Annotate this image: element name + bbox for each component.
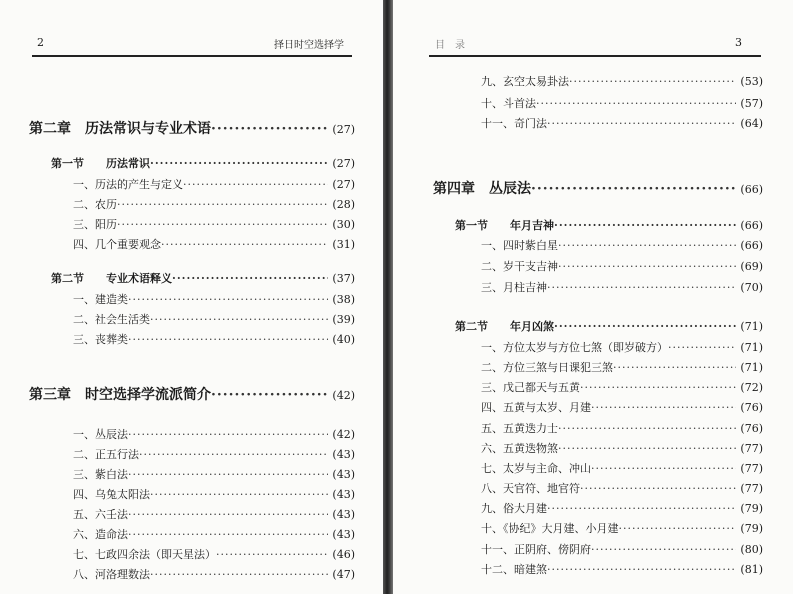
dot-leader xyxy=(139,448,328,461)
right-page xyxy=(393,0,793,594)
toc-entry-page: (71) xyxy=(740,361,763,374)
toc-entry-page: (46) xyxy=(332,548,355,561)
toc-entry-page: (30) xyxy=(332,218,355,231)
toc-entry-title: 二、农历 xyxy=(73,198,117,211)
toc-entry-title: 十一、正阴府、傍阴府 xyxy=(481,543,591,556)
toc-entry-title: 第一节 历法常识 xyxy=(51,157,150,170)
page-number: 2 xyxy=(37,36,44,49)
dot-leader xyxy=(591,462,736,475)
toc-entry-page: (76) xyxy=(740,422,763,435)
toc-entry-page: (71) xyxy=(740,341,763,354)
toc-entry-page: (81) xyxy=(740,563,763,576)
toc-entry-title: 六、五黄迭物煞 xyxy=(481,442,558,455)
toc-item xyxy=(481,440,763,456)
toc-item xyxy=(73,311,355,327)
book-gutter xyxy=(383,0,393,594)
toc-entry-title: 二、岁干支吉神 xyxy=(481,260,558,273)
toc-entry-page: (27) xyxy=(332,178,355,191)
dot-leader xyxy=(150,313,328,326)
toc-entry-page: (43) xyxy=(332,448,355,461)
toc-item xyxy=(481,420,763,436)
toc-entry-title: 三、戊己都天与五黄 xyxy=(481,381,580,394)
dot-leader xyxy=(128,333,328,346)
toc-item xyxy=(481,339,763,355)
toc-entry-page: (39) xyxy=(332,313,355,326)
toc-entry-title: 一、建造类 xyxy=(73,293,128,306)
dot-leader xyxy=(558,442,736,455)
toc-entry-title: 三、月柱吉神 xyxy=(481,281,547,294)
header-rule xyxy=(429,55,761,57)
running-header: 择日时空选择学 xyxy=(274,40,344,51)
toc-entry-page: (79) xyxy=(740,522,763,535)
toc-entry-title: 一、丛辰法 xyxy=(73,428,128,441)
toc-entry-title: 二、方位三煞与日课犯三煞 xyxy=(481,361,613,374)
toc-entry-page: (69) xyxy=(740,260,763,273)
toc-item xyxy=(73,291,355,307)
dot-leader xyxy=(547,281,736,294)
dot-leader xyxy=(558,422,736,435)
dot-leader xyxy=(547,117,736,130)
toc-entry-page: (38) xyxy=(332,293,355,306)
toc-item xyxy=(481,95,763,111)
toc-entry-title: 第二节 专业术语释义 xyxy=(51,272,172,285)
toc-entry-page: (71) xyxy=(740,320,763,333)
dot-leader xyxy=(172,272,328,285)
dot-leader xyxy=(558,239,736,252)
toc-entry-title: 一、方位太岁与方位七煞（即岁破方） xyxy=(481,341,668,354)
toc-entry-page: (28) xyxy=(332,198,355,211)
toc-entry-page: (66) xyxy=(740,219,763,232)
toc-item xyxy=(73,196,355,212)
toc-entry-page: (43) xyxy=(332,488,355,501)
toc-entry-page: (42) xyxy=(332,428,355,441)
toc-item xyxy=(73,546,355,562)
dot-leader xyxy=(531,181,736,197)
dot-leader xyxy=(591,543,736,556)
toc-entry-page: (42) xyxy=(332,389,355,402)
toc-entry-title: 八、天官符、地官符 xyxy=(481,482,580,495)
toc-item xyxy=(73,426,355,442)
toc-entry-page: (77) xyxy=(740,462,763,475)
toc-entry-title: 四、乌兔太阳法 xyxy=(73,488,150,501)
toc-entry-page: (80) xyxy=(740,543,763,556)
dot-leader xyxy=(216,548,328,561)
toc-item xyxy=(73,176,355,192)
toc-item xyxy=(73,216,355,232)
toc-entry-title: 第一节 年月吉神 xyxy=(455,219,554,232)
left-page xyxy=(0,0,383,594)
dot-leader xyxy=(547,502,736,515)
dot-leader xyxy=(591,401,736,414)
dot-leader xyxy=(580,381,736,394)
toc-section xyxy=(455,217,763,233)
dot-leader xyxy=(554,219,736,232)
toc-entry-page: (31) xyxy=(332,238,355,251)
toc-item xyxy=(481,379,763,395)
toc-entry-title: 二、社会生活类 xyxy=(73,313,150,326)
toc-item xyxy=(481,500,763,516)
toc-section xyxy=(51,155,355,171)
toc-item xyxy=(481,359,763,375)
toc-item xyxy=(481,480,763,496)
toc-entry-title: 四、几个重要观念 xyxy=(73,238,161,251)
toc-item xyxy=(73,506,355,522)
toc-entry-page: (37) xyxy=(332,272,355,285)
toc-entry-page: (57) xyxy=(740,97,763,110)
toc-entry-page: (27) xyxy=(332,157,355,170)
toc-item xyxy=(481,115,763,131)
toc-entry-title: 九、玄空太易卦法 xyxy=(481,75,569,88)
toc-item xyxy=(73,526,355,542)
dot-leader xyxy=(183,178,328,191)
dot-leader xyxy=(536,97,736,110)
dot-leader xyxy=(117,218,328,231)
toc-entry-page: (77) xyxy=(740,442,763,455)
toc-item xyxy=(481,561,763,577)
toc-entry-page: (64) xyxy=(740,117,763,130)
toc-entry-title: 五、六壬法 xyxy=(73,508,128,521)
toc-chapter xyxy=(433,178,763,198)
dot-leader xyxy=(211,121,328,137)
dot-leader xyxy=(580,482,736,495)
toc-entry-title: 第二章 历法常识与专业术语 xyxy=(29,121,211,137)
toc-entry-title: 第四章 丛辰法 xyxy=(433,181,531,197)
toc-item xyxy=(73,486,355,502)
toc-entry-page: (76) xyxy=(740,401,763,414)
toc-entry-title: 十、《协纪》大月建、小月建 xyxy=(481,522,619,535)
dot-leader xyxy=(619,522,737,535)
toc-item xyxy=(481,279,763,295)
dot-leader xyxy=(554,320,736,333)
toc-entry-title: 十、斗首法 xyxy=(481,97,536,110)
toc-item xyxy=(73,236,355,252)
toc-item xyxy=(73,446,355,462)
toc-entry-title: 十一、奇门法 xyxy=(481,117,547,130)
dot-leader xyxy=(211,387,328,403)
toc-entry-page: (66) xyxy=(740,239,763,252)
toc-entry-title: 三、紫白法 xyxy=(73,468,128,481)
dot-leader xyxy=(161,238,328,251)
toc-entry-page: (77) xyxy=(740,482,763,495)
toc-item xyxy=(73,566,355,582)
dot-leader xyxy=(558,260,736,273)
toc-entry-page: (53) xyxy=(740,75,763,88)
toc-entry-title: 第二节 年月凶煞 xyxy=(455,320,554,333)
toc-entry-page: (47) xyxy=(332,568,355,581)
dot-leader xyxy=(150,488,328,501)
page-number: 3 xyxy=(735,36,742,49)
dot-leader xyxy=(569,75,736,88)
toc-entry-page: (70) xyxy=(740,281,763,294)
dot-leader xyxy=(150,157,328,170)
toc-item xyxy=(481,520,763,536)
toc-entry-title: 十二、暗建煞 xyxy=(481,563,547,576)
dot-leader xyxy=(150,568,328,581)
dot-leader xyxy=(128,293,328,306)
toc-item xyxy=(481,237,763,253)
toc-item xyxy=(481,258,763,274)
toc-entry-title: 八、河洛理数法 xyxy=(73,568,150,581)
toc-entry-title: 第三章 时空选择学流派简介 xyxy=(29,387,211,403)
dot-leader xyxy=(613,361,736,374)
toc-item xyxy=(481,73,763,89)
dot-leader xyxy=(128,428,328,441)
toc-entry-title: 五、五黄迭力士 xyxy=(481,422,558,435)
dot-leader xyxy=(128,468,328,481)
toc-entry-title: 七、太岁与主命、冲山 xyxy=(481,462,591,475)
header-rule xyxy=(32,55,352,57)
running-header: 目 录 xyxy=(435,40,465,51)
toc-entry-page: (79) xyxy=(740,502,763,515)
toc-chapter xyxy=(29,118,355,138)
toc-entry-title: 七、七政四余法（即天星法） xyxy=(73,548,216,561)
toc-entry-title: 六、造命法 xyxy=(73,528,128,541)
dot-leader xyxy=(128,528,328,541)
dot-leader xyxy=(668,341,736,354)
toc-entry-page: (72) xyxy=(740,381,763,394)
toc-entry-page: (43) xyxy=(332,468,355,481)
toc-entry-page: (43) xyxy=(332,508,355,521)
toc-entry-title: 四、五黄与太岁、月建 xyxy=(481,401,591,414)
toc-entry-title: 三、阳历 xyxy=(73,218,117,231)
toc-item xyxy=(73,466,355,482)
toc-entry-title: 二、正五行法 xyxy=(73,448,139,461)
toc-item xyxy=(481,460,763,476)
toc-item xyxy=(73,331,355,347)
toc-entry-title: 一、历法的产生与定义 xyxy=(73,178,183,191)
toc-entry-title: 三、丧葬类 xyxy=(73,333,128,346)
toc-item xyxy=(481,399,763,415)
toc-entry-page: (43) xyxy=(332,528,355,541)
toc-section xyxy=(51,270,355,286)
toc-item xyxy=(481,541,763,557)
toc-entry-title: 一、四时紫白星 xyxy=(481,239,558,252)
toc-entry-title: 九、俗大月建 xyxy=(481,502,547,515)
toc-entry-page: (27) xyxy=(332,123,355,136)
dot-leader xyxy=(117,198,328,211)
dot-leader xyxy=(128,508,328,521)
toc-entry-page: (40) xyxy=(332,333,355,346)
toc-section xyxy=(455,318,763,334)
toc-chapter xyxy=(29,384,355,404)
dot-leader xyxy=(547,563,736,576)
toc-entry-page: (66) xyxy=(740,183,763,196)
